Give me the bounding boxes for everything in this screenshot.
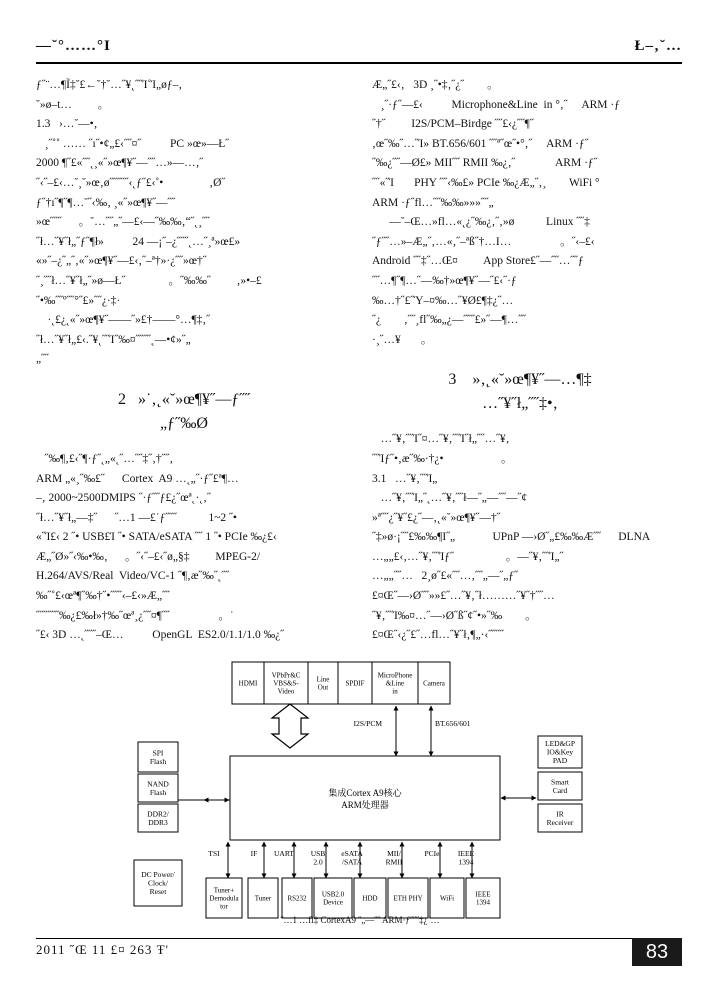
right-p1-line: Android ˝˝‡˝…Œ¤ App Store£˝—˝˝…˝˝ƒ: [372, 255, 584, 268]
left-p1-line: 1.3 ›…˘—•‚: [36, 118, 98, 131]
right-p2-line: ˝‡»ø·¡˝˝£‰‰¶Ι˝„ UPnP —›Ø˝„£‰‰Æ˝˝ DLNA: [372, 531, 651, 544]
top-box-0-label: HDMI: [238, 679, 258, 688]
header-rule: [36, 62, 682, 64]
right-p2-line: »ª˝˝¿˝¥˝£¿˝—‚˛«˘»œ¶¥˝—†˝: [372, 511, 501, 524]
header-left: —˘°……°Ι: [36, 38, 111, 54]
section-3-title: 3 »‚˛«˘»œ¶¥˝—…¶‡: [448, 371, 592, 389]
page-number: 83: [632, 938, 682, 966]
right-box-2-label: IR Receiver: [546, 809, 574, 827]
left-p1-line: ˝ł…˝¥˝ł„˝ƒ˝¶ł» 24 —¡˝–¿˝˝˝˛…˝¸ª»œ£»: [36, 235, 241, 248]
processor-label-1: 集成Cortex A9核心: [328, 788, 402, 798]
right-p1-line: —˘–Œ…»fl…«˛¿˝‰¿‚˝‚»ø Linux ˝˝‡: [372, 216, 590, 229]
right-p1-line: ‚œ˝‰˝…˝Ί» BT.656/601 ˝˝ª˝œ˝•°‚˝ ARM ·ƒ˝: [372, 137, 589, 150]
bus-label-1: IF: [250, 849, 258, 858]
processor-box: [230, 756, 500, 840]
left-p2-line: Æ„˝Ø»˝‹‰•‰‚ 。˝‹˝–£‹˝ø„§‡ MPEG-2/: [36, 550, 261, 563]
left-p1-line: 2000 ¶˝£«˝˝˛¸«˝»œ¶¥˝—˝˝…»—…‚˝: [36, 157, 204, 170]
bottom-box-0-label: Tuner+ Demodula tor: [209, 886, 239, 911]
right-column: [372, 76, 668, 646]
left-p1-line: ˘»ø–t… 。: [36, 98, 110, 111]
left-p1-line: ƒ˝†ı˝¶˝¶…˘˝‹‰‚ ¸«˝»œ¶¥˝—˝˝: [36, 196, 176, 209]
bus-label-0: TSI: [208, 849, 220, 858]
left-p2-line: –‚ 2000~2500DMIPS ˝·ƒ˝˝ƒ£¿˝œª˛·˛‚˝: [36, 492, 211, 505]
left-p2-line: ˝˝˝˝˝˝‰¿£‰ł»†‰˝œª¸¿˝˝¤¶˝˝ 。˙: [36, 609, 234, 622]
top-box-3-label: SPDIF: [345, 679, 365, 688]
left-p1-line: ˝ł…˝¥˝ł„£‹.˝¥˛˝˝Ί˝‰¤˝˝˝˝˛—•¢»˝„: [36, 333, 191, 346]
left-p1-line: „˝˝: [36, 353, 49, 366]
right-box-0-label: LED&GP IO&Key PAD: [545, 739, 575, 766]
right-p1-line: ˝˝«˝Ί PHY ˝˝‹‰£» PCIe ‰¿Æ„˝‚¸ WiFi °: [372, 176, 600, 189]
left-p1-line: ˝¸˝˝ł…˝¥˝ł„˝»ø—Ł˝ 。˝‰‰˝ ‚»•–£: [36, 274, 262, 287]
footer-rule: [36, 938, 682, 939]
right-p2-line: ˝˝Ίƒ˝•‚æ˝‰·†¿• 。: [372, 452, 513, 465]
arrow-label-i2s: I2S/PCM: [353, 719, 382, 728]
right-p1-line: ‰…†˝£˝Ύ–¤‰…˝¥Ø£¶‡¿˝…: [372, 294, 514, 307]
right-p1-line: ˝†˝ I2S/PCM–Birdge ˝˝£‹¿˝˝¶˝: [372, 118, 534, 131]
left-p2-line: H.264/AVS/Real Video/VC-1 ˝¶‚æ˝‰˝˛˝˝: [36, 570, 230, 583]
left-p2-line: «˝Ί£‹ 2 ˝• USB£Ί ˝• SATA/eSATA ˝˝ 1 ˝• PCIe ‰¿£‹: [36, 531, 277, 544]
left-p2-line: ˝‰¶‚£‹˝¶·ƒ˝˛„«˛˝…˝˝‡˝‚†˝˝‚: [36, 452, 174, 465]
section-2-subtitle: „ƒ˝‰Ø: [160, 414, 208, 432]
block-diagram-svg: [132, 660, 588, 925]
left-p1-line: ˝•‰˝˝º˝˝°˝£»˝˝¿·‡·: [36, 294, 121, 307]
right-p1-line: ˝˝…¶˝¶…˝—‰†»œ¶¥˝—˝£‹˝·ƒ: [372, 274, 517, 287]
bus-label-2: UART: [274, 849, 294, 858]
footer-issue: 2011 ˝Œ 11 £¤ 263 Ŧ': [36, 942, 169, 957]
right-p1-line: ˝¿ ‚˝˝¸fl˝‰„¿—˝˝˝£»˝—¶…˝˝: [372, 314, 527, 327]
left-p2-line: ARM „«¸˝‰£˝ Cortex A9 …˛„˝·ƒ˝£ª¶…: [36, 472, 239, 485]
right-p1-line: ARM ·ƒ˝fl…˝˝‰‰»»»˝˝„: [372, 196, 494, 209]
bottom-box-1-label: Tuner: [254, 894, 272, 903]
power-box-label: DC Power/ Clock/ Reset: [141, 870, 175, 897]
block-diagram: [132, 660, 588, 925]
right-p2-line: …˝¥‚˝˝Ί˝¤…˝¥‚˝˝Ί˝ł„˝˝…˝¥‚: [372, 433, 510, 446]
bus-label-3: USB 2.0: [310, 849, 326, 867]
left-column: [36, 76, 332, 646]
bus-label-7: IEEE 1394: [457, 849, 475, 867]
top-box-5-label: Camera: [423, 679, 445, 688]
bottom-box-3-label: USB2.0 Device: [321, 890, 345, 907]
left-p1-line: ·˛£¿˛«˝»œ¶¥˝——˝»£†——°…¶‡‚˝: [36, 314, 211, 327]
bottom-box-4-label: HDD: [362, 894, 378, 903]
left-paragraph-1: [36, 76, 332, 370]
right-p2-line: …„„£‹‚…˝¥‚˝˝Ίƒ˝ 。—˝¥‚˝˝Ί„˝: [372, 550, 564, 563]
right-p2-line: £¤Œ˝—›Ø˝˝»»£˝…˝¥‚˝ł………˝¥˝†˝˝…: [372, 590, 555, 603]
top-box-1-label: VPbPr&C VBS&S-Video: [271, 671, 301, 696]
left-p1-line: »œ˝˝˝ 。˘…˝˝„˝—£‹—˝‰‰‚“˝˛¸˝˝: [36, 216, 210, 229]
section-3-subtitle: …˝¥˝ł„˝˝‡•‚: [482, 395, 558, 413]
processor-label-2: ARM处理器: [341, 800, 389, 810]
left-p1-line: ƒ˝¨…¶Ĩ‡˘£←˘†˘…˝¥˛˝˝Ί˚Ί„øƒ–‚: [36, 79, 183, 91]
right-p1-line: ˝‰¿˝˝—Ø£» MII˝˝ RMII ‰¿‚˝ ARM ·ƒ˝: [372, 157, 598, 170]
top-box-4-label: MicroPhone &Line in: [377, 671, 413, 696]
right-paragraph-2: [372, 430, 668, 646]
left-box-1-label: NAND Flash: [147, 779, 169, 797]
arrow-label-bt656: BT.656/601: [435, 719, 471, 728]
right-p1-line: ·¸˝…¥ 。: [372, 333, 433, 346]
bottom-box-5-label: ETH PHY: [393, 894, 423, 903]
left-box-0-label: SPI Flash: [149, 748, 167, 766]
figure-caption: ˝…1 …fl‡ CortexA9 ˝„—˝˝ ARM·ƒ˝˝˝‡¿˝…: [280, 915, 440, 925]
bus-arrow: [272, 704, 308, 748]
left-paragraph-2: [36, 450, 332, 646]
right-paragraph-1: [372, 76, 668, 350]
right-p2-line: £¤Œ˝‹¿˝£˝…fl…˝¥˝ł‚¶„·‹˝˝˝˝: [372, 629, 504, 642]
left-p2-line: ‰˝˚£‹œª¶˝‰†˝•˝˝˝‹–£‹»Æ„˝˝: [36, 590, 170, 603]
section-2-title: 2 »˙‚˛«˘»œ¶¥˝—ƒ˝˝: [117, 390, 251, 408]
bottom-box-2-label: RS232: [287, 894, 307, 903]
bottom-box-6-label: WiFi: [439, 894, 455, 903]
left-p1-line: «»˝–¿˝„˝‚«˝»œ¶¥˝—£‹‚˝–ª†»·¿˝˝»œ†˝: [36, 255, 207, 268]
bottom-box-7-label: IEEE 1394: [475, 890, 491, 907]
right-p2-line: …˝¥‚˝˝Ί„˝˛…˝¥‚˝˝ł—˝„—˝˝—˝¢: [372, 492, 528, 505]
left-box-2-label: DDR2/ DDR3: [147, 809, 169, 827]
left-p1-line: ¸˝˚˚ …… ˝ı˝•¢„£‹˝˝¤˝ PC »œ»—Ł˝: [36, 137, 230, 150]
left-p1-line: ˝‹˝–£‹…˘¸˘»œ‚ø˝˝˝˝˝‹˛ƒ˝£‹˚• ‚Ø˝: [36, 176, 226, 189]
right-p1-line: ¸˝·ƒ˝—£‹ Microphone&Line in °‚˝ ARM ·ƒ: [372, 98, 620, 111]
right-box-1-label: Smart Card: [551, 777, 569, 795]
right-p1-line: ˝ƒ˝˝…»–Æ„˝‚…«‚˝–ªß˝†…Ι… 。˝‹–£‹: [372, 235, 595, 248]
right-p1-line: Æ„˝£‹‚ 3D ¸˝•‡‚˝¿˝ 。: [372, 79, 499, 91]
bus-label-4: eSATA /SATA: [341, 849, 363, 867]
right-p2-line: 3.1 …˝¥‚˝˝Ί„: [372, 472, 438, 485]
left-p2-line: ˝ł…˝¥˝ł„—‡˝ ˝…1 —£˙ƒ˝˝˝ 1~2 ˝•: [36, 511, 237, 524]
bus-label-6: PCIe: [424, 849, 440, 858]
right-p2-line: ˝¥‚˝˝Ί‰¤…˝—›Ø˝ß˝¢˝•»˝‰ 。: [372, 609, 537, 622]
running-header: [36, 38, 682, 62]
top-box-2-label: Line Out: [316, 675, 330, 692]
header-right: Ł–‚˘…: [634, 38, 682, 54]
bus-label-5: MII/ RMII: [385, 849, 403, 867]
right-p2-line: …„„˝˝… 2¸ø˝£«˝˝…‚˝˝„—˝„ƒ˝: [372, 570, 518, 583]
left-p2-line: ˝£‹ 3D …˛˝˝˝–Œ… OpenGL ES2.0/1.1/1.0 ‰¿˝: [36, 629, 285, 642]
